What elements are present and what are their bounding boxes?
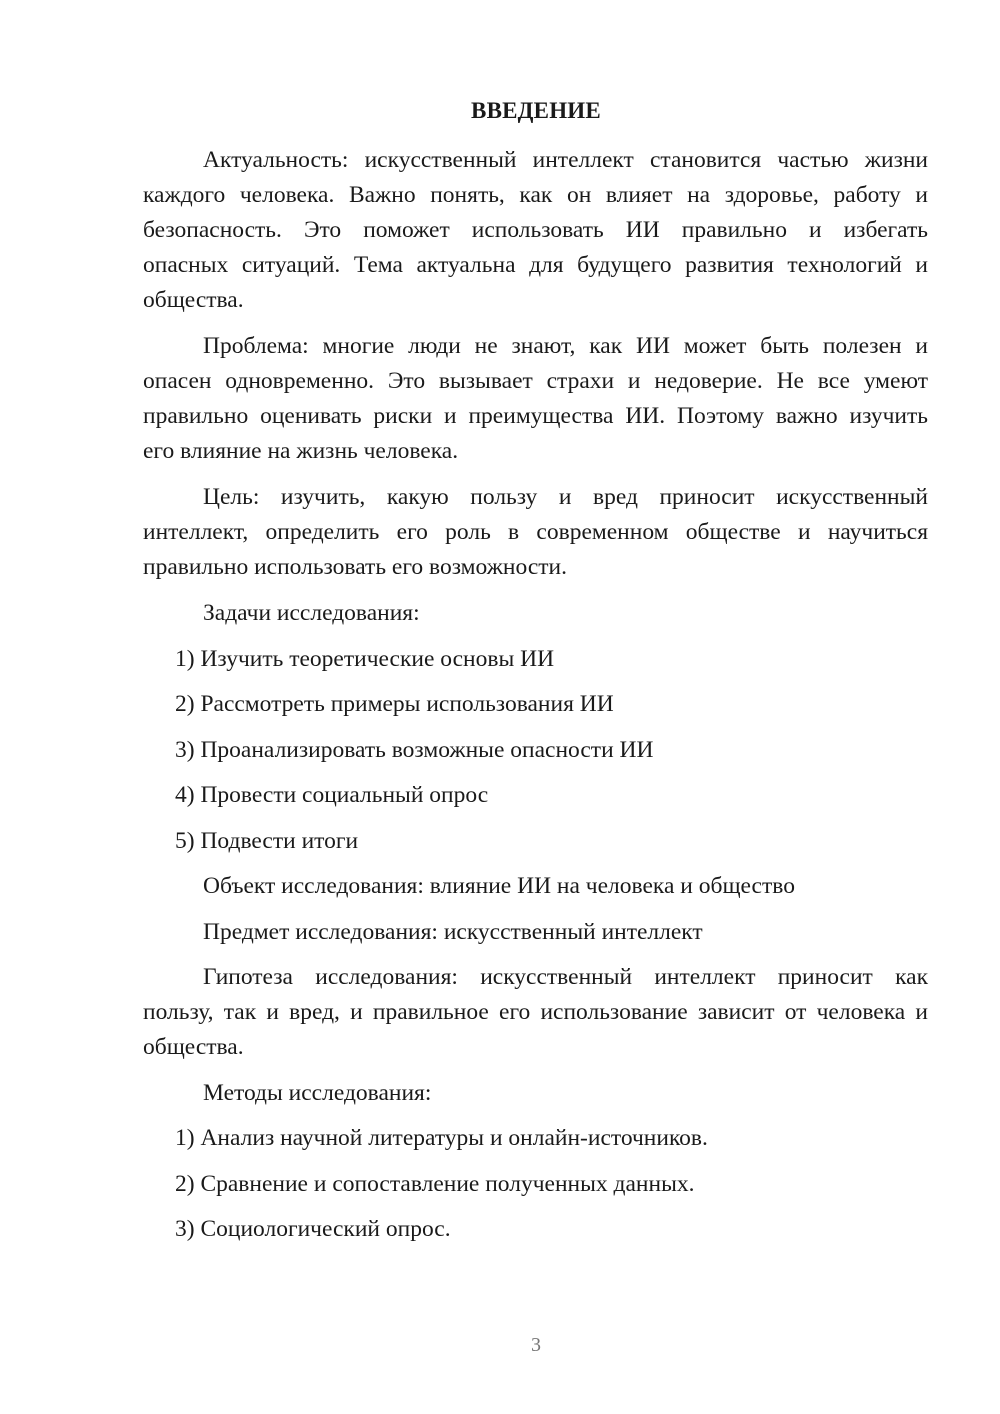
research-object: Объект исследования: влияние ИИ на человека и общество <box>203 873 795 899</box>
research-subject: Предмет исследования: искусственный интеллект <box>203 919 703 945</box>
paragraph-line: общества. <box>143 1034 244 1060</box>
method-item: 1) Анализ научной литературы и онлайн-источников. <box>175 1125 708 1151</box>
tasks-heading: Задачи исследования: <box>203 600 420 626</box>
paragraph-line: опасных ситуаций. Тема актуальна для будущего развития технологий и <box>143 252 928 278</box>
paragraph-line: интеллект, определить его роль в современном обществе и научиться <box>143 519 928 545</box>
paragraph-line: опасен одновременно. Это вызывает страхи и недоверие. Не все умеют <box>143 368 928 394</box>
methods-heading: Методы исследования: <box>203 1080 432 1106</box>
paragraph-line: правильно использовать его возможности. <box>143 554 567 580</box>
paragraph-line: правильно оценивать риски и преимущества ИИ. Поэтому важно изучить <box>143 403 928 429</box>
paragraph-line: его влияние на жизнь человека. <box>143 438 459 464</box>
method-item: 2) Сравнение и сопоставление полученных данных. <box>175 1171 695 1197</box>
paragraph-line: безопасность. Это поможет использовать ИИ правильно и избегать <box>143 217 928 243</box>
paragraph-line: Актуальность: искусственный интеллект становится частью жизни <box>203 147 928 173</box>
paragraph-line: Цель: изучить, какую пользу и вред приносит искусственный <box>203 484 928 510</box>
paragraph-line: пользу, так и вред, и правильное его использование зависит от человека и <box>143 999 928 1025</box>
paragraph-line: общества. <box>143 287 244 313</box>
task-item: 1) Изучить теоретические основы ИИ <box>175 646 555 672</box>
page-number: 3 <box>531 1334 541 1356</box>
paragraph-line: Проблема: многие люди не знают, как ИИ может быть полезен и <box>203 333 928 359</box>
task-item: 4) Провести социальный опрос <box>175 782 489 808</box>
task-item: 3) Проанализировать возможные опасности ИИ <box>175 737 654 763</box>
task-item: 2) Рассмотреть примеры использования ИИ <box>175 691 614 717</box>
page-title: ВВЕДЕНИЕ <box>471 98 601 123</box>
task-item: 5) Подвести итоги <box>175 828 359 854</box>
paragraph-line: Гипотеза исследования: искусственный интеллект приносит как <box>203 964 928 990</box>
paragraph-line: каждого человека. Важно понять, как он влияет на здоровье, работу и <box>143 182 928 208</box>
method-item: 3) Социологический опрос. <box>175 1216 451 1242</box>
